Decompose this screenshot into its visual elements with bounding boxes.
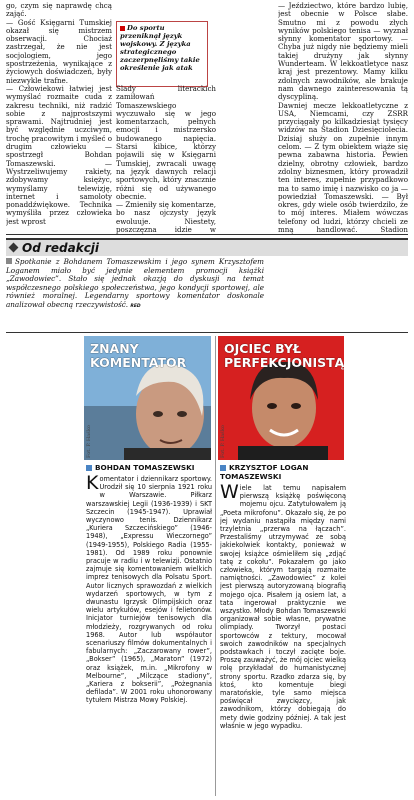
editorial-text: Spotkanie z Bohdanem Tomaszewskim i jego synem Krzysztofem Loganem miało być jedynie elementem promocji książki „Zawodowiec”. Stało się jednak okazją do dyskusji na temat współczesnego polskiego społeczeństwa, jego kondycji sportowej, ale również moralnej. Legendarny sportowy komentator doskonale analizował obecną rzeczywistość. — [6, 257, 264, 309]
right-photo-credit: Fot. P. Haśko — [220, 425, 226, 458]
right-photo-panel — [218, 336, 344, 460]
right-bio — [220, 484, 346, 796]
right-name-line1: KRZYSZTOF LOGAN — [229, 463, 309, 472]
column-3-text: — Jeździectwo, które bardzo lubię, jest obecnie w Polsce słabe. Smutno mi z powodu złych wyników polskiego tenisa — wyznał słynny komentator sportowy. — Chyba już nigdy nie będziemy mieli takiej drużyny jak słynny Wunderteam. W lekkoatletyce nasz kraj jest prezentowy. Mamy kilku zdolnych zawodników, ale brakuje nam dawnego zainteresowania tą dyscypliną. Dawniej mecze lekkoatletyczne z USA, Niemcami, czy ZSRR przyciągały po kilkadziesiąt tysięcy widzów na Stadion Dziesięciolecia. Dzisiaj służy on zupełnie innym celom. — Z tym obiektem wiąże się pewna zabawna historia. Pewien dzielny, obrotny człowiek, bardzo zdolny biznesmen, który prowadził ten interes, zupełnie przypadkowo ma to samo imię i nazwisko co ja — powiedział Tomaszewski. — Był okres, gdy wiele osób twierdziło, że to mój interes. Miałem wówczas telefony od ludzi, którzy chcieli ze mną handlować. Stadion — [278, 2, 408, 234]
divider-line-2 — [6, 332, 408, 333]
left-dropcap: K — [86, 475, 99, 494]
blue-square-icon — [86, 465, 92, 471]
right-dropcap: W — [220, 484, 239, 503]
left-photo-panel — [84, 336, 211, 460]
right-panel-title — [224, 342, 344, 370]
grey-square-icon — [6, 258, 12, 264]
editorial-body — [6, 258, 264, 312]
divider-vertical — [215, 336, 216, 796]
article-column-2 — [116, 85, 216, 235]
left-panel-title — [90, 342, 186, 370]
right-title-line2: PERFEKCJONISTĄ — [224, 355, 344, 370]
article-column-3 — [278, 2, 408, 234]
editorial-signature: RED — [130, 303, 141, 309]
left-title-line2: KOMENTATOR — [90, 355, 187, 370]
column-1-text: go, czym się naprawdę chcą zająć. — Gość Księgarni Tumskiej okazał się mistrzem obserwacji. Chociaż zastrzegał, że nie jest socjologiem, jego spostrzeżenia, wynikające z życiowych doświadczeń, były niezwykle trafne. — Człowiekowi łatwiej jest wymyślać rozmaite cuda z zakresu techniki, niż radzić sobie z najprostszymi sprawami. Najtrudniej jest być względnie uczciwym, trochę pracowitym i myśleć o drugim człowieku — spostrzegł Bohdan Tomaszewski. — Wystrzeliwujemy rakiety, zdobywamy księżyc, wymyślamy telewizję, internet i samoloty ponaddźwiękowe. Technika wymyśliła przez człowieka jest wprost — [6, 2, 112, 226]
left-bio-text: omentator i dziennikarz sportowy. Urodził się 10 sierpnia 1921 roku w Warszawie. Piłkarz warszawskiej Legii (1936-1939) i SKT Szczecin (1945-1947). Uprawiał wyczynowo tenis. Dziennikarz „Kuriera Szczecińskiego” (1946-1948), „Expressu Wieczornego” (1949-1955), Polskiego Radia (1955-1981). Od 1989 roku ponownie pracuje w radiu i w telewizji. Ostatnio zajmuje się komentowaniem wielkich imprez tenisowych dla Polsatu Sport. Autor licznych sprawozdań z wielkich wydarzeń sportowych, w tym z dwunastu Igrzysk Olimpijskich oraz wielu artykułów, esejów i felietonów. Inicjator turniejów tenisowych dla młodzieży, rozgrywanych od roku 1968. Autor lub współautor scenariuszy filmów dokumentalnych i fabularnych: „Zaczarowany rower”, „Bokser” (1965), „Maraton” (1972) oraz książek, m.in. „Mikrofony w Melbourne”, „Milczące stadiony”, „Kariera z bokserii”, „Pożegnania defilada”. W 2001 roku uhonorowany tytułem Mistrza Mowy Polskiej. — [86, 475, 212, 705]
article-column-1 — [6, 2, 112, 232]
left-name-text: BOHDAN TOMASZEWSKI — [95, 463, 195, 472]
column-2-text: Ślady literackich zamiłowań Tomaszewskiego wyczuwało się w jego komentarzach, pełnych emocji i mistrzersko budowanego napięcia. Starsi kibice, którzy pojawili się w Księgarni Tumskiej, zwracali uwagę na język dawnych relacji sportowych, który znacznie różni się od używanego obecnie. — Zmieniły się komentarze, bo nasz ojczysty język ewoluuje. Niestety, poszczęzna idzie w — [116, 85, 216, 235]
pull-quote-text: Do sportu przeniknął język wojskowy. Z języka strategicznego zaczerpnęliśmy takie określenie jak atak — [120, 24, 200, 72]
right-bio-text: iele lat temu napisałem pierwszą książkę poświęconą mojemu ojcu. Zatytułowałem ją „Poeta mikrofonu”. Okazało się, że po jej wydaniu nastąpiła między nami trzyletnia „przerwa na łączach”. Przestaliśmy utrzymywać ze sobą jakiekolwiek kontakty, ponieważ w swojej książce ośmieliłem się „zdjąć tatę z cokołu”. Pokazałem go jako człowieka, którym targają rozmaite namiętności. „Zawodowiec” z kolei jest pierwszą autoryzowaną biografią mojego ojca. Pisałem ją osiem lat, a tata ingerował praktycznie we wszystko. Młody Bohdan Tomaszewski organizował sobie własne, prywatne olimpiady. Tworzył postaci sportowców z tektury, mocował swoich zawodników na specjalnych podstawkach i toczył zacięte boje. Proszę zauważyć, że mój ojciec wielką rolę przykładał do humanistycznej strony sportu. Rzadko zdarza się, by ktoś, kto komentuje biegi maratońskie, tyle samo miejsca poświęcał zwycięzcy, jak zawodnikom, którzy dobiegają do mety dwie godziny później. A tak jest właśnie w jego wypadku. — [220, 484, 346, 730]
pull-quote — [116, 21, 208, 87]
left-title-line1: ZNANY — [90, 341, 139, 356]
blue-square-icon-2 — [220, 465, 226, 471]
article-column-2-upper — [204, 2, 274, 82]
right-name — [220, 463, 346, 483]
left-photo-credit: Fot. P. Haśko — [86, 425, 92, 458]
right-title-line1: OJCIEC BYŁ — [224, 341, 302, 356]
editorial-header — [6, 238, 408, 256]
right-name-line2: TOMASZEWSKI — [220, 472, 282, 481]
divider-line — [6, 234, 408, 235]
red-square-icon — [120, 26, 125, 31]
editorial-heading: Od redakcji — [22, 241, 100, 255]
left-name — [86, 463, 212, 474]
left-bio — [86, 475, 212, 797]
diamond-icon — [9, 243, 19, 253]
